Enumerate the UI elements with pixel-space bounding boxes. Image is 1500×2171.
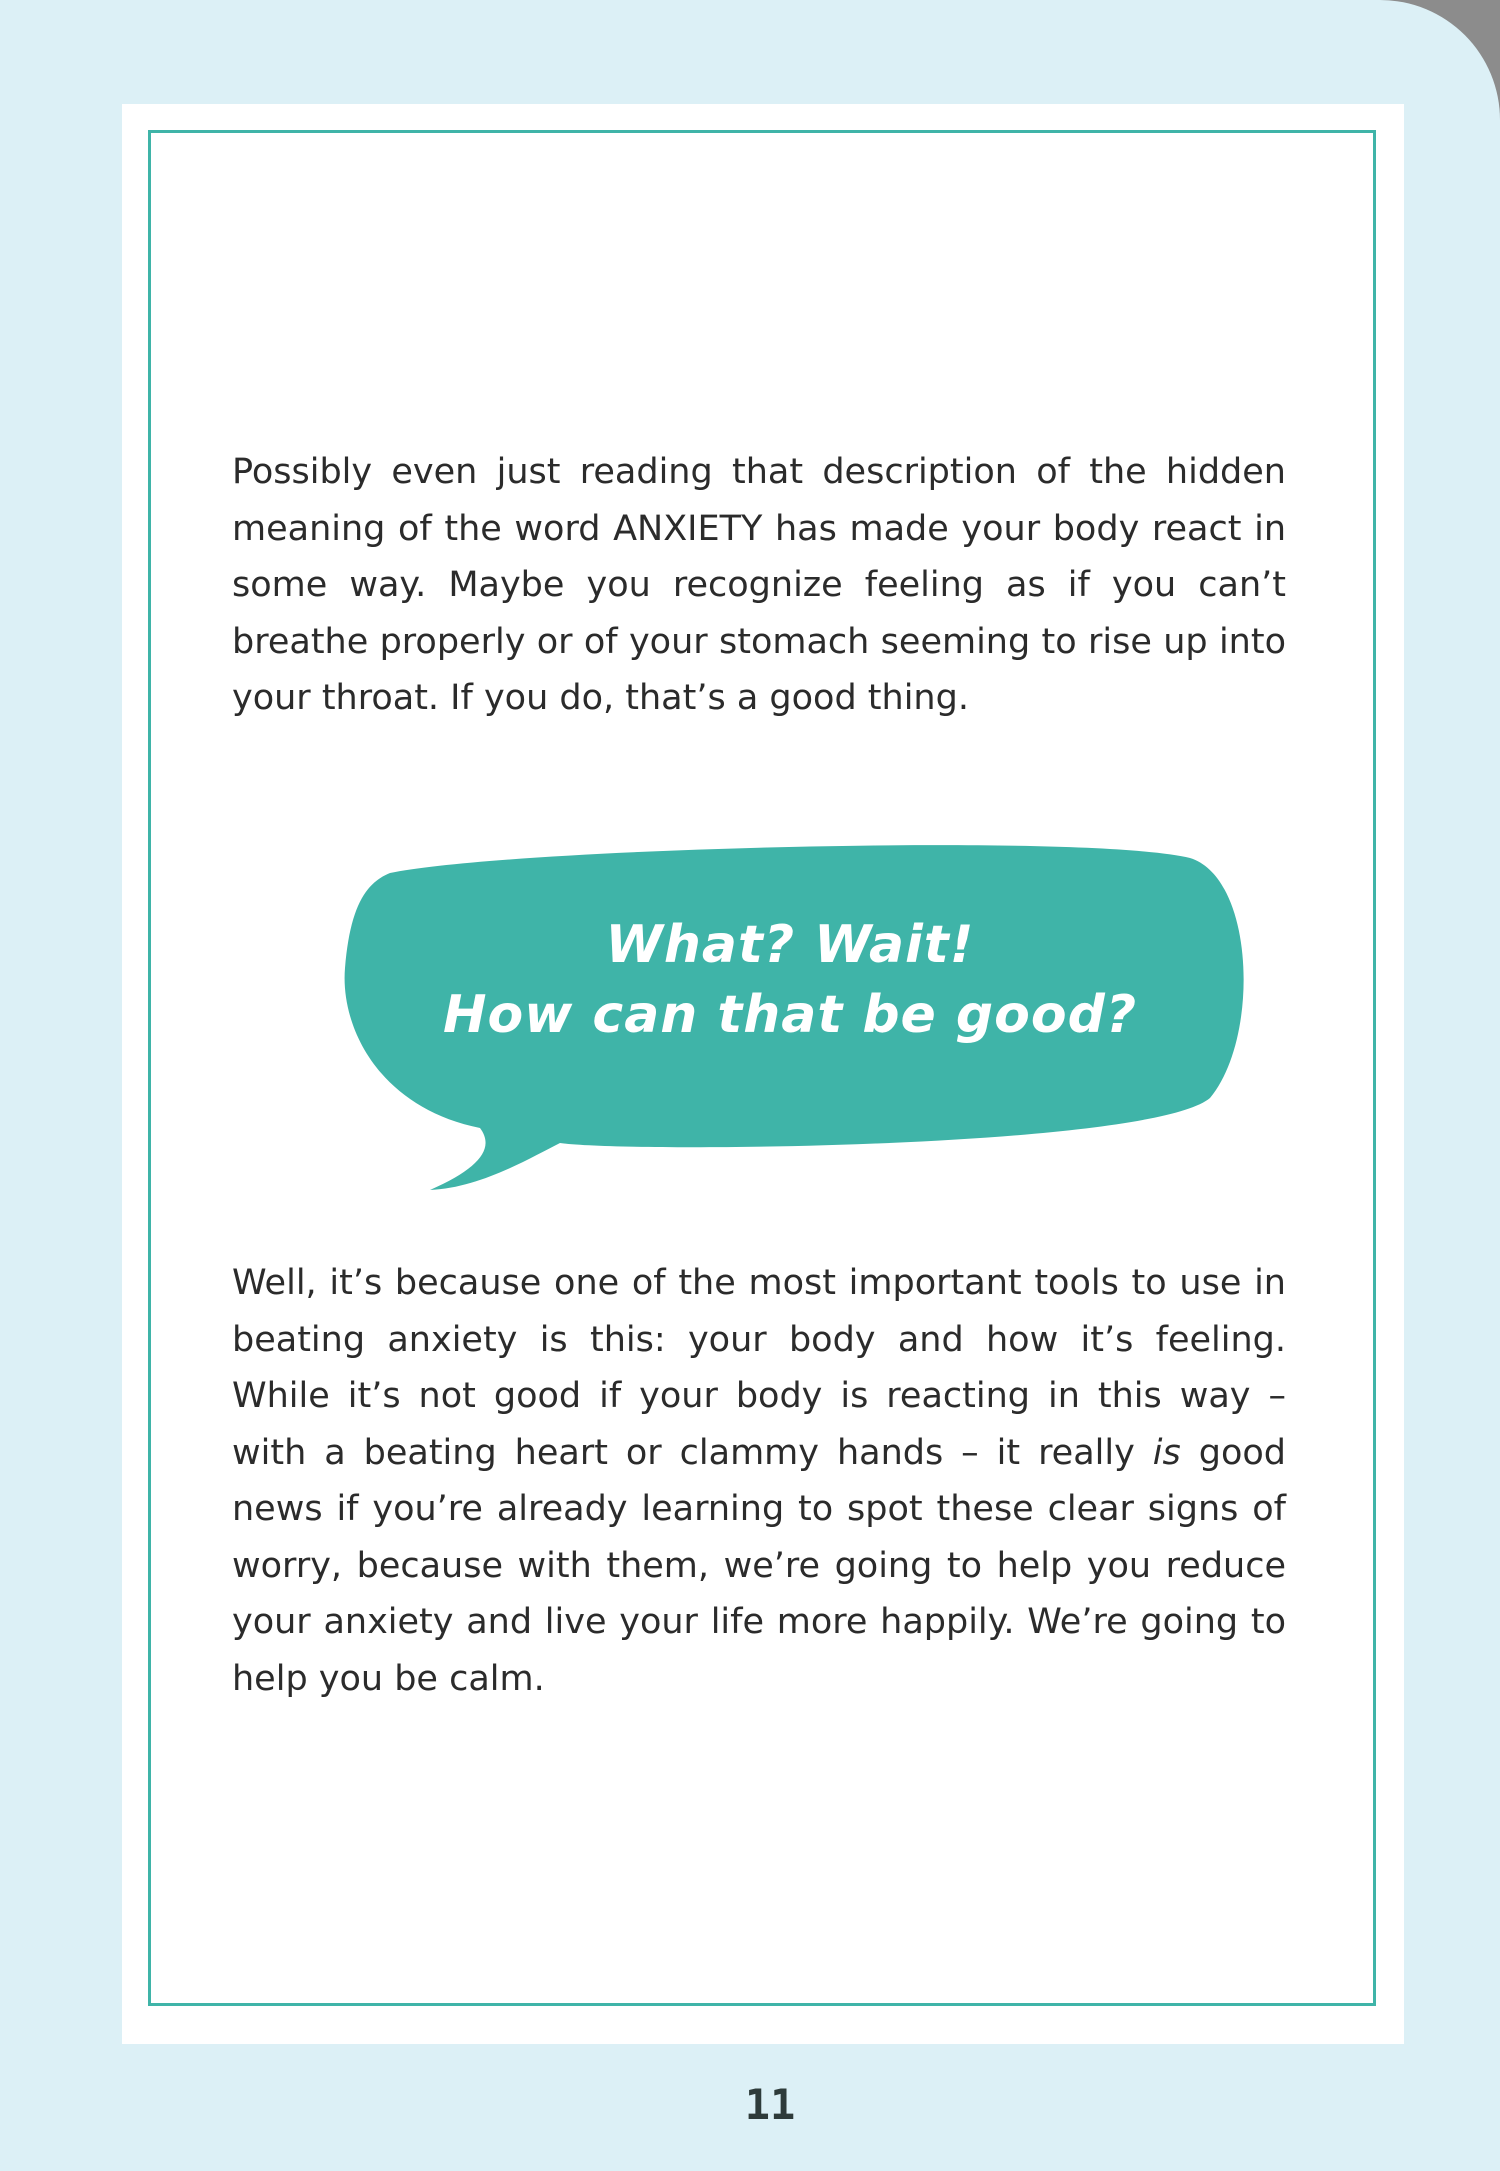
- paragraph-2-emphasis: is: [1152, 1432, 1181, 1473]
- paragraph-1: Possibly even just reading that description of the hidden meaning of the word ANXIETY has made your body react in some way. Maybe you recognize feeling as if you can’t breathe properly or of your stomach seeming to rise up into your throat. If you do, that’s a good thing.: [232, 452, 1286, 718]
- speech-bubble-text: [360, 910, 1220, 1050]
- page-number: 11: [744, 2080, 796, 2129]
- speech-bubble-line-2: How can that be good?: [442, 985, 1137, 1045]
- speech-bubble-line-1: What? Wait!: [605, 915, 975, 975]
- paragraph-2-text-before: Well, it’s because one of the most important tools to use in beating anxiety is this: your body and how it’s feeling. While it’s not good if your body is reacting in this way – with a beating heart or clammy hands – it really: [232, 1263, 1286, 1473]
- paragraph-2: [232, 1255, 1286, 1707]
- paragraph-2-text-after: good news if you’re already learning to spot these clear signs of worry, because with them, we’re going to help you reduce your anxiety and live your life more happily. We’re going to help you be calm.: [232, 1432, 1286, 1699]
